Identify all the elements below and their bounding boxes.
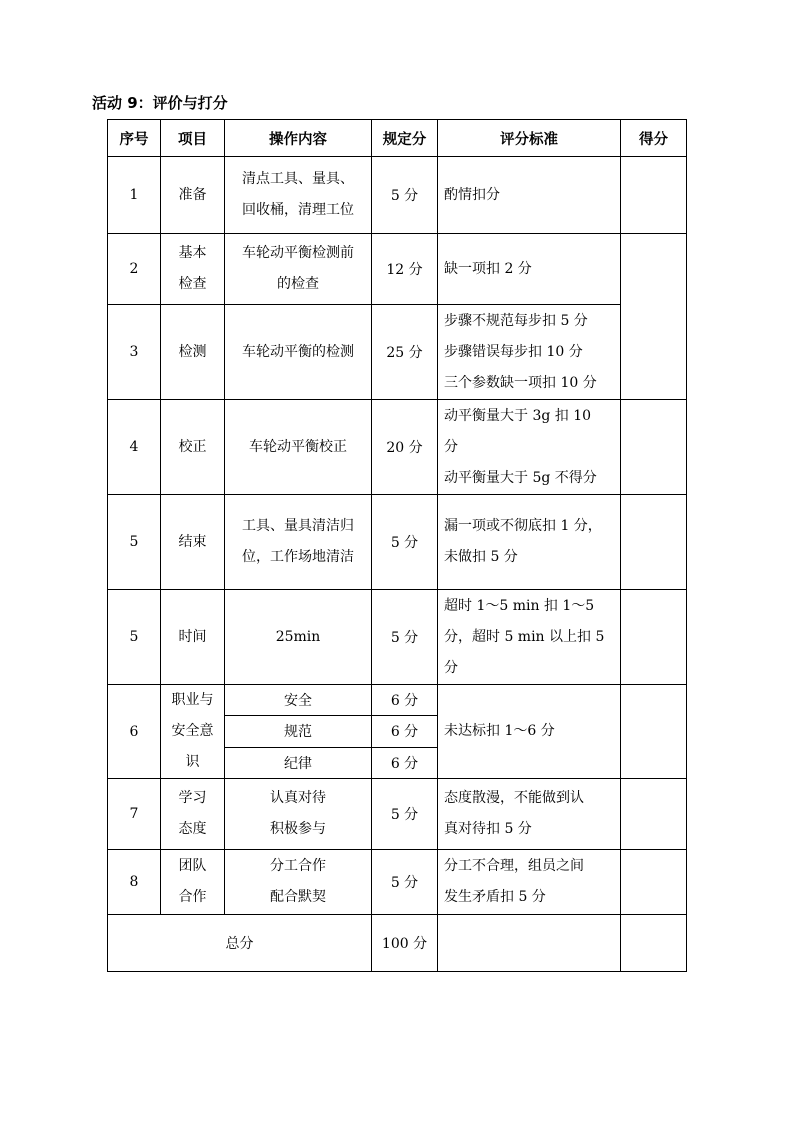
header-cell: 序号 xyxy=(108,120,161,157)
points-cell: 6 分 xyxy=(372,716,438,747)
criteria-cell: 分工不合理，组员之间 发生矛盾扣 5 分 xyxy=(438,850,621,915)
total-row xyxy=(108,915,687,972)
header-cell: 规定分 xyxy=(372,120,438,157)
content-cell: 纪律 xyxy=(225,747,372,778)
content-cell: 清点工具、量具、 回收桶，清理工位 xyxy=(225,157,372,234)
total-score-cell[interactable] xyxy=(621,915,687,972)
item-cell: 学习 态度 xyxy=(161,779,225,850)
total-label: 总分 xyxy=(108,915,372,972)
content-cell: 分工合作 配合默契 xyxy=(225,850,372,915)
total-criteria-cell xyxy=(438,915,621,972)
item-cell: 团队 合作 xyxy=(161,850,225,915)
criteria-cell: 未达标扣 1～6 分 xyxy=(438,685,621,779)
points-cell: 20 分 xyxy=(372,400,438,495)
item-cell: 基本 检查 xyxy=(161,234,225,305)
row-number: 3 xyxy=(108,305,161,400)
row-number: 6 xyxy=(108,685,161,779)
header-cell: 评分标准 xyxy=(438,120,621,157)
points-cell: 5 分 xyxy=(372,157,438,234)
criteria-cell: 超时 1～5 min 扣 1～5 分，超时 5 min 以上扣 5 分 xyxy=(438,590,621,685)
row-number: 5 xyxy=(108,590,161,685)
row-number: 5 xyxy=(108,495,161,590)
criteria-cell: 漏一项或不彻底扣 1 分， 未做扣 5 分 xyxy=(438,495,621,590)
table-row xyxy=(108,495,687,590)
evaluation-table xyxy=(107,119,687,972)
table-row xyxy=(108,305,687,400)
table-header-row xyxy=(108,120,687,157)
activity-heading: 活动 9：评价与打分 xyxy=(92,94,228,112)
row-number: 1 xyxy=(108,157,161,234)
table-row xyxy=(108,234,687,305)
row-number: 7 xyxy=(108,779,161,850)
content-cell: 车轮动平衡校正 xyxy=(225,400,372,495)
header-cell: 项目 xyxy=(161,120,225,157)
points-cell: 12 分 xyxy=(372,234,438,305)
criteria-cell: 态度散漫，不能做到认 真对待扣 5 分 xyxy=(438,779,621,850)
criteria-cell: 动平衡量大于 3g 扣 10 分 动平衡量大于 5g 不得分 xyxy=(438,400,621,495)
table-row xyxy=(108,850,687,915)
content-cell: 安全 xyxy=(225,685,372,716)
item-cell: 职业与 安全意 识 xyxy=(161,685,225,779)
score-cell[interactable] xyxy=(621,590,687,685)
item-cell: 准备 xyxy=(161,157,225,234)
total-points: 100 分 xyxy=(372,915,438,972)
criteria-cell: 缺一项扣 2 分 xyxy=(438,234,621,305)
content-cell: 工具、量具清洁归 位，工作场地清洁 xyxy=(225,495,372,590)
criteria-cell: 酌情扣分 xyxy=(438,157,621,234)
header-cell: 得分 xyxy=(621,120,687,157)
criteria-cell: 步骤不规范每步扣 5 分 步骤错误每步扣 10 分 三个参数缺一项扣 10 分 xyxy=(438,305,621,400)
content-cell: 车轮动平衡的检测 xyxy=(225,305,372,400)
item-cell: 结束 xyxy=(161,495,225,590)
row-number: 4 xyxy=(108,400,161,495)
header-cell: 操作内容 xyxy=(225,120,372,157)
content-cell: 车轮动平衡检测前 的检查 xyxy=(225,234,372,305)
item-cell: 校正 xyxy=(161,400,225,495)
score-cell[interactable] xyxy=(621,685,687,779)
row-number: 2 xyxy=(108,234,161,305)
score-cell[interactable] xyxy=(621,779,687,850)
content-cell: 25min xyxy=(225,590,372,685)
points-cell: 5 分 xyxy=(372,495,438,590)
points-cell: 5 分 xyxy=(372,779,438,850)
score-cell[interactable] xyxy=(621,495,687,590)
score-cell[interactable] xyxy=(621,400,687,495)
table-row xyxy=(108,779,687,850)
table-row xyxy=(108,685,687,716)
content-cell: 规范 xyxy=(225,716,372,747)
points-cell: 25 分 xyxy=(372,305,438,400)
item-cell: 检测 xyxy=(161,305,225,400)
points-cell: 5 分 xyxy=(372,850,438,915)
points-cell: 6 分 xyxy=(372,747,438,778)
score-cell[interactable] xyxy=(621,157,687,234)
row-number: 8 xyxy=(108,850,161,915)
points-cell: 5 分 xyxy=(372,590,438,685)
content-cell: 认真对待 积极参与 xyxy=(225,779,372,850)
item-cell: 时间 xyxy=(161,590,225,685)
points-cell: 6 分 xyxy=(372,685,438,716)
table-row xyxy=(108,400,687,495)
score-cell[interactable] xyxy=(621,850,687,915)
table-row xyxy=(108,590,687,685)
score-cell[interactable] xyxy=(621,234,687,400)
table-row xyxy=(108,157,687,234)
